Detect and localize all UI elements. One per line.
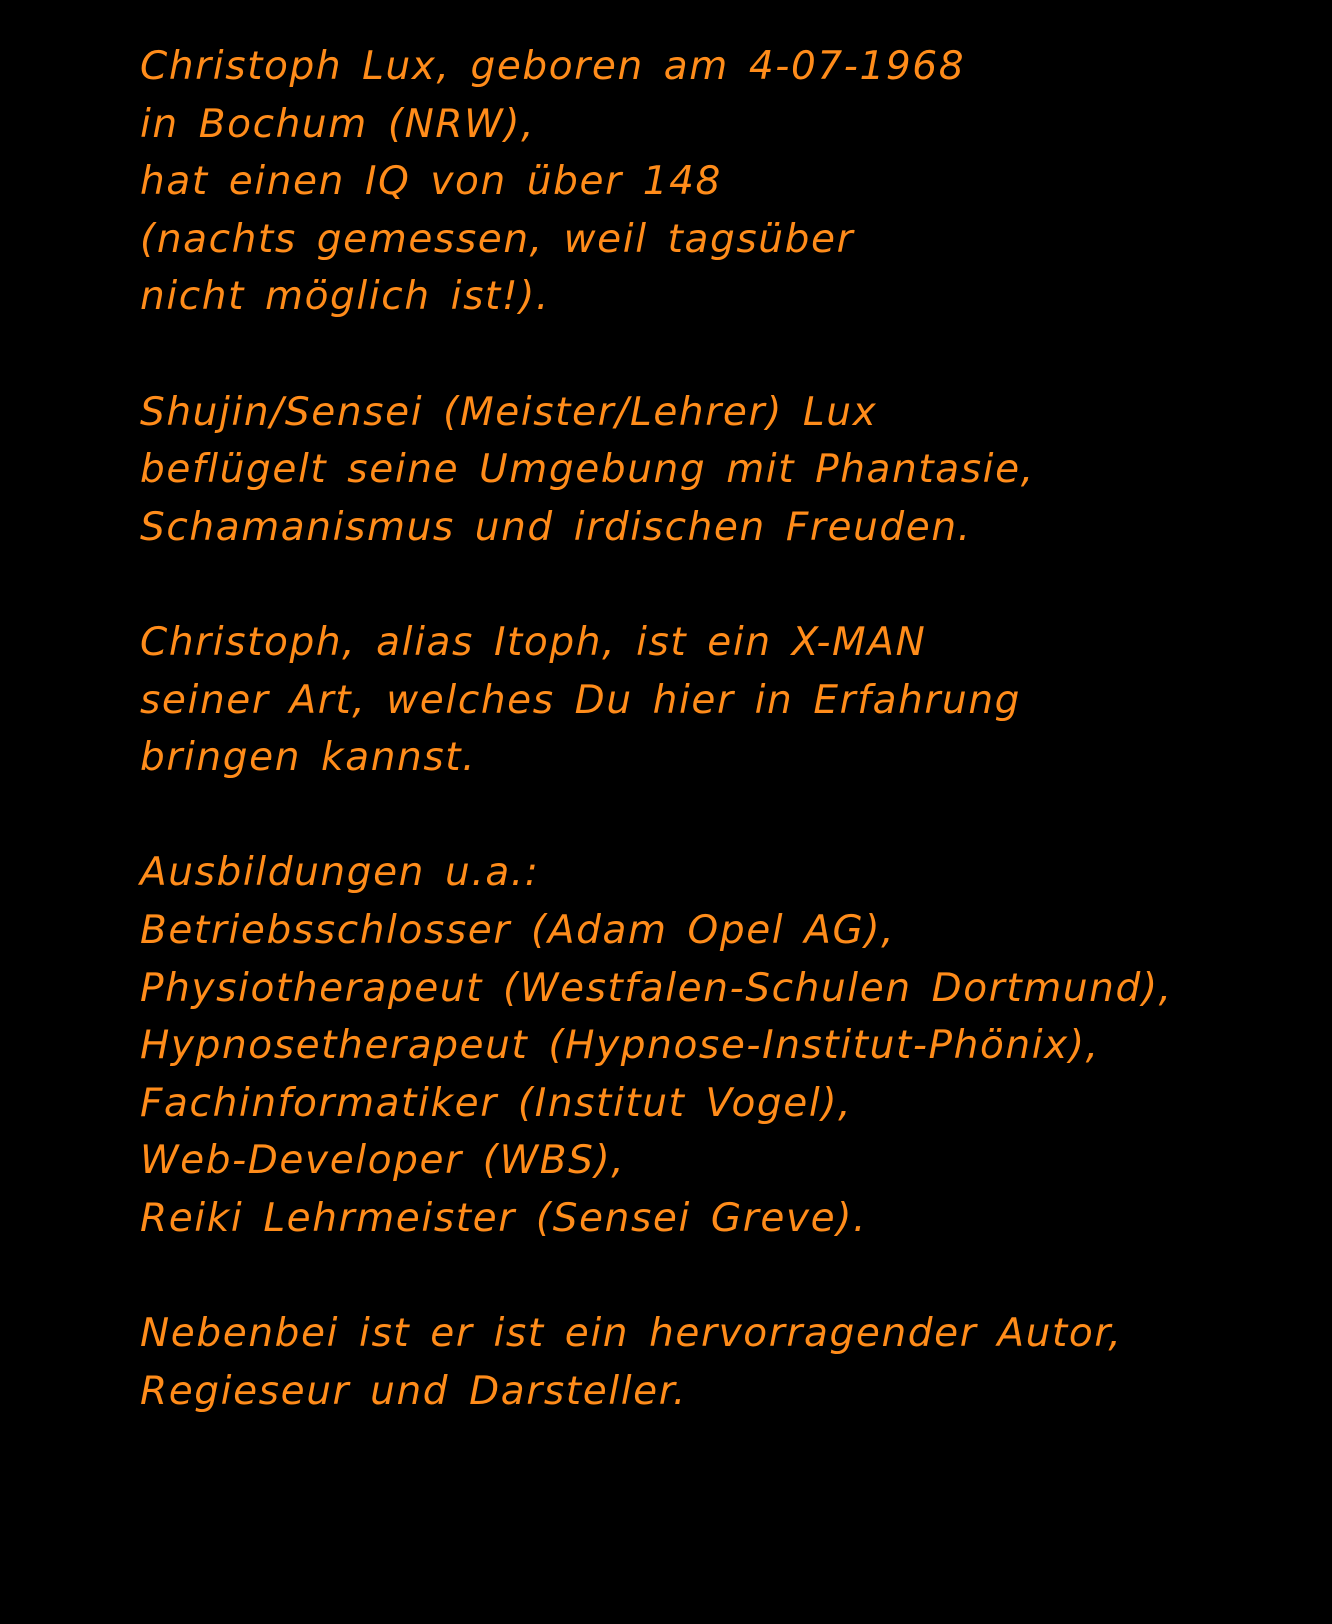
biography-text <box>140 38 1320 1478</box>
text-line: Physiotherapeut (Westfalen-Schulen Dortmund), <box>140 965 1173 1011</box>
text-line: Christoph Lux, geboren am 4-07-1968 <box>140 44 966 89</box>
text-line: seiner Art, welches Du hier in Erfahrung <box>140 677 1022 723</box>
text-line: Web-Developer (WBS), <box>140 1138 626 1184</box>
text-line: Hypnosetherapeut (Hypnose-Institut-Phönix), <box>140 1023 1100 1069</box>
text-line: (nachts gemessen, weil tagsüber <box>140 216 855 262</box>
text-line: hat einen IQ von über 148 <box>140 159 722 205</box>
text-line: Schamanismus und irdischen Freuden. <box>140 504 972 550</box>
text-line: Nebenbei ist er ist ein hervorragender Autor, <box>140 1311 1123 1357</box>
text-line: Fachinformatiker (Institut Vogel), <box>140 1080 853 1126</box>
text-line: Christoph, alias Itoph, ist ein X-MAN <box>140 619 927 665</box>
text-line: Betriebsschlosser (Adam Opel AG), <box>140 907 896 953</box>
text-line: bringen kannst. <box>140 735 477 781</box>
text-line: Regieseur und Darsteller. <box>140 1368 687 1414</box>
paragraph-sensei <box>140 384 1320 557</box>
text-line: in Bochum (NRW), <box>140 101 536 147</box>
text-line: Ausbildungen u.a.: <box>140 850 540 896</box>
paragraph-author <box>140 1305 1320 1420</box>
text-line: Shujin/Sensei (Meister/Lehrer) Lux <box>140 389 878 435</box>
text-line: nicht möglich ist!). <box>140 274 550 320</box>
paragraph-education <box>140 844 1320 1247</box>
text-line: Reiki Lehrmeister (Sensei Greve). <box>140 1195 868 1241</box>
paragraph-personal-info <box>140 38 1320 326</box>
paragraph-alias <box>140 614 1320 787</box>
text-line: beflügelt seine Umgebung mit Phantasie, <box>140 447 1035 493</box>
